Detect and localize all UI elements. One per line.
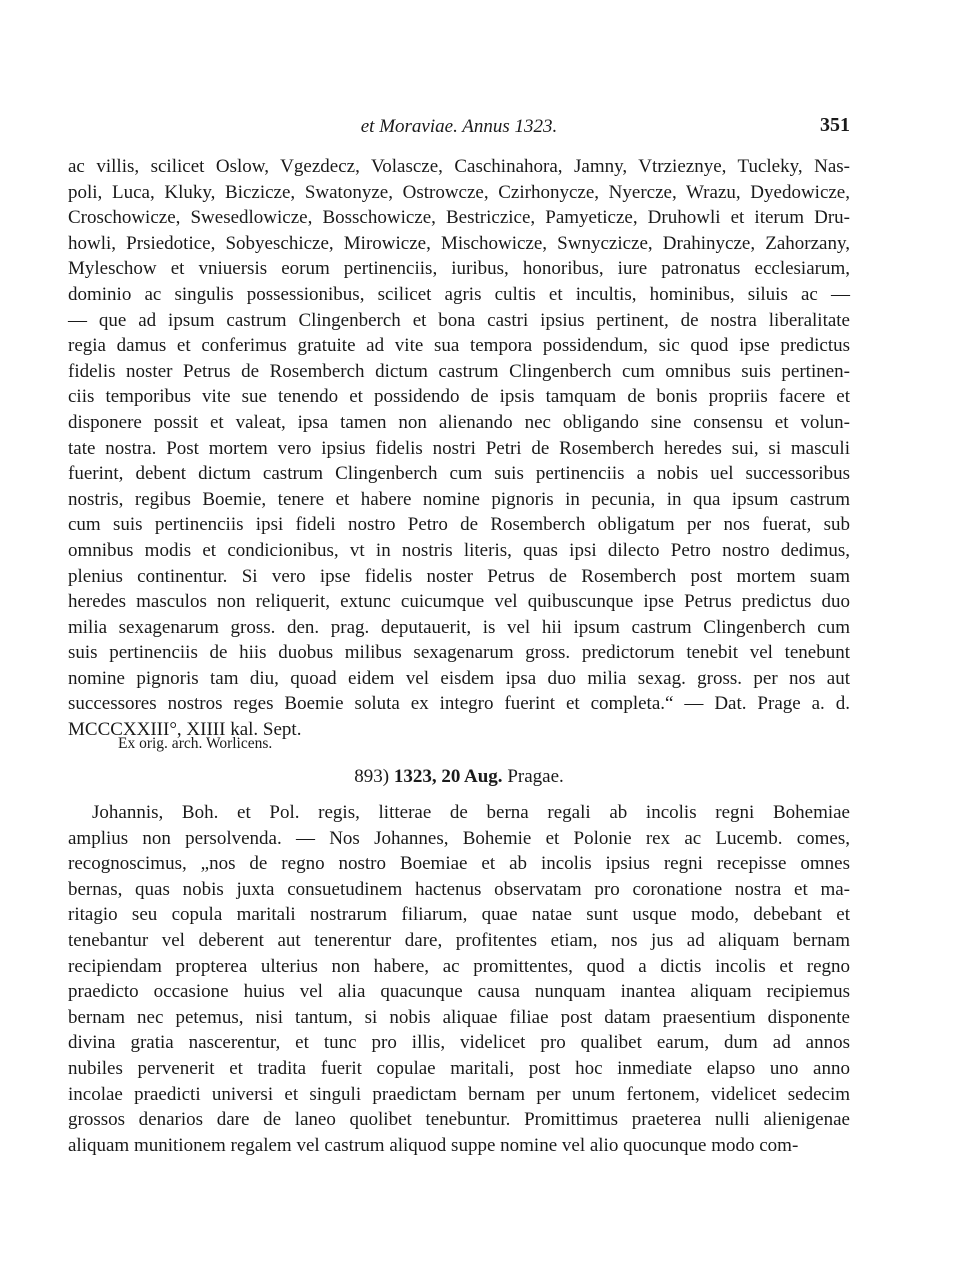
text-line: ritagio seu copula maritali nostrarum filiarum, quae natae sunt usque modo, debebant et	[68, 904, 850, 926]
entry-date: 1323, 20 Aug.	[393, 766, 503, 787]
running-title: et Moraviae. Annus 1323.	[360, 116, 558, 137]
text-line: omnibus modis et condicionibus, vt in nostris literis, quas ipsi dilecto Petro nostro dedimus,	[68, 539, 850, 561]
text-line: recognoscimus, „nos de regno nostro Boemiae et ab incolis ipsius regni recepisse omnes	[68, 853, 850, 875]
text-line: suis pertinenciis de hiis duobus milibus sexagenarum gross. predictorum tenebit vel tenebunt	[68, 642, 850, 664]
text-line: nomine pignoris tam diu, quoad eidem vel eisdem ipsa duo milia sexag. gross. per nos aut	[68, 667, 850, 689]
text-line: howli, Prsiedotice, Sobyeschicze, Mirowicze, Mischowicze, Swnyczicze, Drahinycze, Zahorzany,	[68, 232, 850, 254]
text-line: aliquam munitionem regalem vel castrum aliquod suppe nomine vel alio quocunque modo com-	[68, 1134, 799, 1156]
entry-number: 893)	[354, 766, 390, 787]
text-line: ac villis, scilicet Oslow, Vgezdecz, Volascze, Caschinahora, Jamny, Vtrzieznye, Tucleky, Nas-	[68, 156, 850, 177]
text-line: praedicto occasione huius vel alia quacunque causa nunquam inantea aliquam recipiemus	[68, 981, 850, 1003]
text-line: nubiles pervenerit et tradita fuerit copulae maritali, post hoc inmediate elapso uno anno	[68, 1057, 850, 1079]
text-line: nostris, regibus Boemie, tenere et habere nomine pignoris in pecunia, in qua ipsum castrum	[68, 488, 850, 510]
text-line: — que ad ipsum castrum Clingenberch et bona castri ipsius pertinent, de nostra liberalitate	[68, 309, 850, 331]
text-line: successores nostros reges Boemie soluta ex integro fuerint et completa.“ — Dat. Prage a. d.	[68, 693, 850, 715]
text-line: tate nostra. Post mortem vero ipsius fidelis nostri Petri de Rosemberch heredes sui, si masculi	[68, 437, 850, 459]
text-line: divina gratia nascerentur, et tunc pro illis, videlicet pro qualibet earum, dum ad annos	[68, 1032, 850, 1054]
text-line: Myleschow et vniuersis eorum pertinenciis, iuribus, honoribus, iure patronatus ecclesiarum,	[68, 258, 850, 280]
text-line: fidelis noster Petrus de Rosemberch dictum castrum Clingenberch cum omnibus suis pertinen-	[68, 360, 850, 382]
text-line: Croschowicze, Swesedlowicze, Bosschowicze, Bestriczice, Pamyeticze, Druhowli et iterum Dru-	[68, 207, 850, 229]
text-line: incolae praedicti universi et singuli praedictam bernam per unum fertonem, videlicet sedecim	[68, 1083, 850, 1105]
text-line: grossos denarios dare de laneo quolibet tenebuntur. Promittimus praeterea nulli alienigenae	[68, 1109, 850, 1131]
text-line: Johannis, Boh. et Pol. regis, litterae de berna regali ab incolis regni Bohemiae	[92, 802, 850, 823]
text-line: poli, Luca, Kluky, Biczicze, Swatonyze, Ostrowcze, Czirhonycze, Nyercze, Wrazu, Dyedowicze,	[68, 181, 850, 203]
page-header	[68, 114, 850, 140]
text-line: regia damus et conferimus gratuite ad vite sua tempora possidendum, sic quod ipse predictus	[68, 335, 850, 357]
text-line: disponere possit et valeat, ipsa tamen non alienando nec obligando sine consensu et volun-	[68, 411, 850, 433]
charter-text	[68, 154, 850, 743]
text-line: recipiendam propterea ulterius non habere, ac promittentes, quod a dictis incolis et regno	[68, 955, 850, 977]
text-line: fuerint, debent dictum castrum Clingenberch cum suis pertinenciis a nobis uel successoribus	[68, 463, 850, 485]
text-line: MCCCXXIII°, XIIII kal. Sept.	[68, 719, 302, 741]
text-line: cum suis pertinenciis ipsi fideli nostro Petro de Rosemberch obligatum per nos fuerat, sub	[68, 514, 850, 536]
text-line: heredes masculos non reliquerit, extunc cuicumque vel quibuscunque ipse Petrus predictus duo	[68, 591, 850, 613]
page-number: 351	[820, 114, 850, 136]
entry-heading	[68, 766, 850, 788]
text-line: plenius continentur. Si vero ipse fidelis noster Petrus de Rosemberch post mortem suam	[68, 565, 850, 587]
text-line: ciis temporibus vite sue tenendo et possidendo de ipsis tamquam de bonis propriis facere et	[68, 386, 850, 408]
letter-text	[68, 800, 850, 1158]
source-note: Ex orig. arch. Worlicens.	[118, 735, 273, 752]
text-line: tenebantur vel deberent aut tenerentur dare, profitentes etiam, nos jus ad aliquam bernam	[68, 929, 850, 951]
text-line: dominio ac singulis possessionibus, scilicet agris cultis et incultis, hominibus, siluis ac —	[68, 283, 850, 305]
text-line: bernam nec petemus, nisi tantum, si nobis aliquae filiae post datam praesentium disponente	[68, 1006, 850, 1028]
text-line: amplius non persolvenda. — Nos Johannes, Bohemie et Polonie rex ac Lucemb. comes,	[68, 827, 850, 849]
text-line: milia sexagenarum gross. den. prag. deputauerit, is vel hii ipsum castrum Clingenberch cum	[68, 616, 850, 638]
text-line: bernas, quas nobis juxta consuetudinem hactenus observatam pro coronatione nostra et ma-	[68, 878, 850, 900]
entry-place: Pragae.	[507, 766, 564, 787]
